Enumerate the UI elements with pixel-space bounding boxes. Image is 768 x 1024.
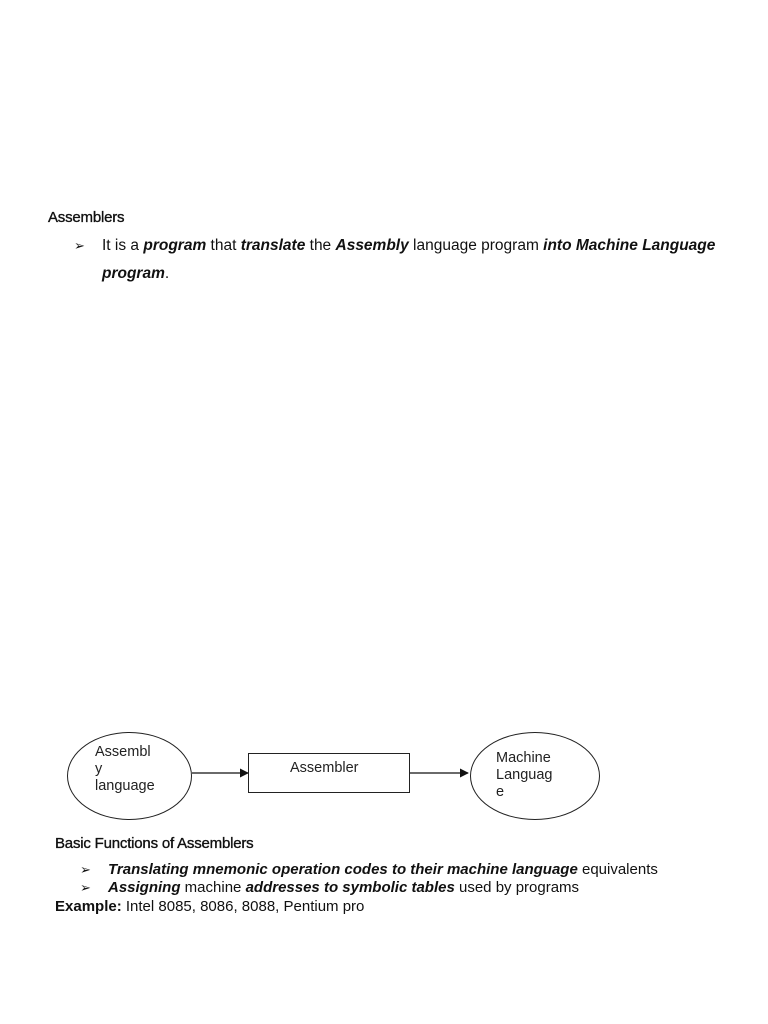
arrow-bullet-icon: ➢ <box>74 238 85 253</box>
function-2-keyword-assigning: Assigning <box>108 879 181 896</box>
section-heading-basic-functions: Basic Functions of Assemblers <box>55 835 254 852</box>
output-label <box>496 750 576 798</box>
definition-keyword-machine-language: into Machine Language <box>543 237 716 254</box>
definition-keyword-translate: translate <box>240 237 306 254</box>
section-heading-assemblers: Assemblers <box>48 209 125 226</box>
function-2-text: machine <box>180 879 246 896</box>
definition-period: . <box>164 265 170 282</box>
definition-continuation <box>102 265 169 283</box>
input-label-line: Assembl <box>95 744 151 760</box>
arrow-bullet-icon: ➢ <box>80 880 91 895</box>
definition-text-part: language program <box>408 237 544 254</box>
arrow-bullet-icon: ➢ <box>80 862 91 877</box>
example-line <box>55 898 364 915</box>
example-text: Intel 8085, 8086, 8088, Pentium pro <box>121 898 365 915</box>
assembler-diagram <box>60 725 620 830</box>
output-label-clip <box>496 750 576 798</box>
function-2-keyword-addresses: addresses to symbolic tables <box>245 879 455 896</box>
function-bullet-2 <box>80 879 579 896</box>
definition-bullet <box>74 237 715 255</box>
function-1-keyword: Translating mnemonic operation codes to their machine language <box>108 861 578 878</box>
input-label-line: y <box>95 761 103 777</box>
output-label-line: Machine <box>496 750 551 766</box>
definition-text-part: the <box>305 237 336 254</box>
function-1-text: equivalents <box>577 861 658 878</box>
assembler-box-label: Assembler <box>290 760 359 776</box>
definition-keyword-program-2: program <box>102 265 165 282</box>
definition-text-part: It is a <box>102 237 144 254</box>
definition-keyword-assembly: Assembly <box>335 237 409 254</box>
function-2-text-end: used by programs <box>454 879 580 896</box>
definition-text-part: that <box>206 237 241 254</box>
definition-keyword-program: program <box>143 237 207 254</box>
output-label-line: Languag <box>496 767 553 783</box>
example-label: Example: <box>55 898 122 915</box>
function-bullet-1 <box>80 861 658 878</box>
output-label-line: e <box>496 784 505 798</box>
input-label-line: language <box>95 778 155 794</box>
